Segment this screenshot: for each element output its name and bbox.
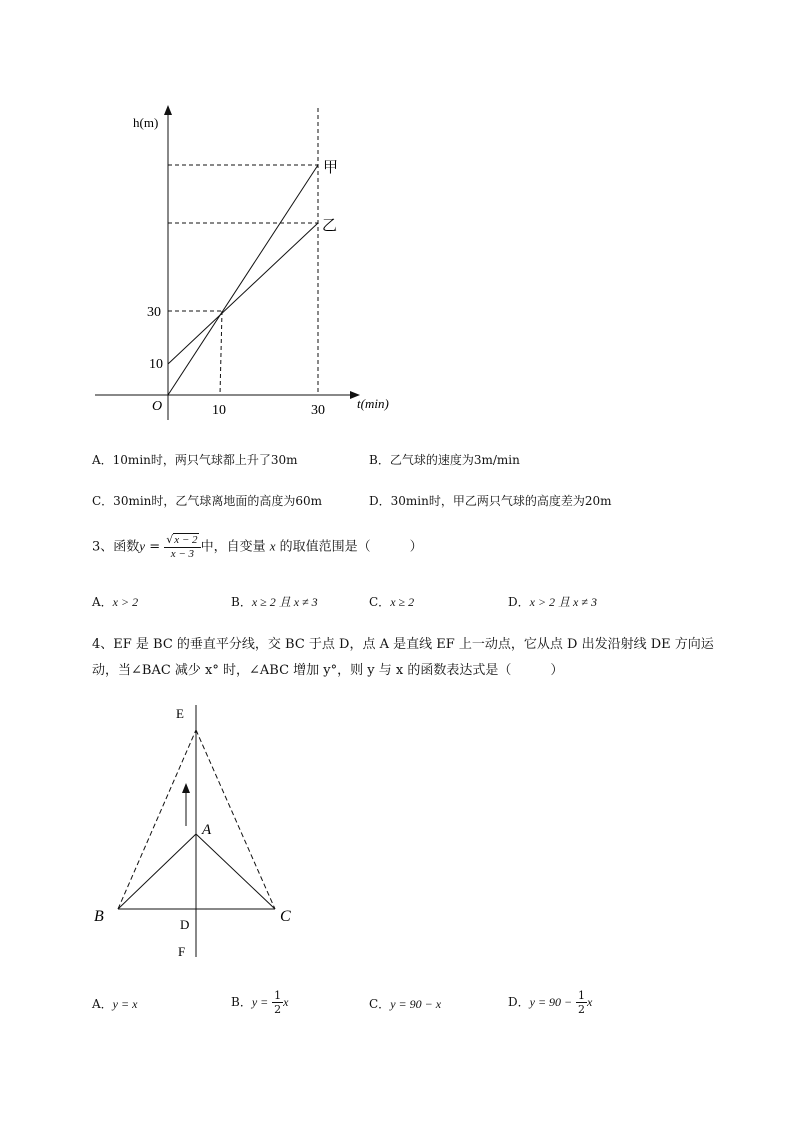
y-axis-arrow-icon [164, 105, 172, 115]
q4-option-a-expr: y = x [112, 997, 138, 1011]
x-axis-label: t(min) [357, 396, 389, 411]
q4-option-c[interactable] [369, 995, 441, 1012]
q3-numerator: x − 2 [174, 534, 198, 546]
q2-option-c[interactable]: C．30min时，乙气球离地面的高度为60m [92, 494, 323, 508]
q4-option-c-label: C． [369, 997, 391, 1011]
q3-func-var: y [139, 538, 146, 554]
q4-option-b-label: B． [231, 995, 252, 1009]
q3-var: x [269, 538, 276, 554]
segment-ab [118, 834, 196, 909]
q3-option-c-expr: x ≥ 2 [390, 595, 415, 609]
q4-option-d[interactable] [508, 989, 592, 1016]
q3-option-c-label: C． [369, 595, 391, 609]
line-yi [168, 223, 318, 364]
q3-option-a-expr: x > 2 [112, 595, 139, 609]
q3-option-b-expr: x ≥ 2 且 x ≠ 3 [251, 595, 318, 609]
q3-option-b-label: B． [231, 595, 252, 609]
x-tick-30: 30 [311, 403, 325, 418]
q4-line-2: 动，当∠BAC 减少 x° 时，∠ABC 增加 y°，则 y 与 x 的函数表达式是（ ） [92, 663, 564, 678]
q3-fraction: $\frac{√x - 2}{x - 3}$ [164, 533, 200, 561]
dashed-c-top [196, 730, 275, 909]
y-tick-10: 10 [149, 357, 163, 372]
label-jia: 甲 [323, 158, 339, 176]
q4-option-d-var: x [586, 995, 593, 1009]
triangle-figure [0, 690, 400, 970]
label-e: E [176, 706, 184, 721]
q3-option-d-expr: x > 2 且 x ≠ 3 [529, 595, 597, 609]
q4-line-1: 4、EF 是 BC 的垂直平分线，交 BC 于点 D，点 A 是直线 EF 上一动点，它从点 D 出发沿射线 DE 方向运 [92, 637, 714, 652]
q2-option-a[interactable]: A．10min时，两只气球都上升了30m [92, 453, 298, 467]
y-axis-label: h(m) [133, 115, 159, 130]
q3-option-d-label: D． [508, 595, 530, 609]
q4-option-a[interactable] [92, 995, 137, 1012]
label-b: B [94, 908, 104, 925]
q4-option-b-lhs: y = [251, 995, 269, 1009]
x-tick-10: 10 [212, 403, 226, 418]
q4-option-b-fraction: $\frac{1}{2}$ [274, 989, 282, 1016]
height-time-graph [0, 0, 794, 430]
dashed-b-top [118, 730, 196, 909]
q4-option-d-fraction: $\frac{1}{2}$ [577, 989, 585, 1016]
q3-option-a-label: A． [92, 595, 113, 609]
up-arrow-icon [182, 783, 190, 793]
q3-suffix-2: 的取值范围是（ ） [279, 539, 423, 555]
q4-option-b-var: x [283, 995, 289, 1009]
label-d: D [180, 917, 190, 932]
origin-label: O [152, 399, 163, 414]
q3-option-c[interactable] [369, 593, 414, 610]
q2-option-d[interactable]: D．30min时，甲乙两只气球的高度差为20m [369, 494, 612, 508]
q3-option-b[interactable] [231, 593, 318, 610]
q4-option-a-label: A． [92, 997, 113, 1011]
q3-prefix: 3、函数 [92, 539, 140, 555]
label-f: F [178, 944, 186, 959]
label-c: C [280, 908, 291, 925]
line-jia [168, 165, 318, 395]
q4-option-c-expr: y = 90 − x [390, 997, 442, 1011]
label-a: A [202, 822, 212, 838]
label-yi: 乙 [322, 216, 338, 234]
y-tick-30: 30 [147, 305, 161, 320]
q2-option-b[interactable]: B．乙气球的速度为3m/min [369, 453, 520, 467]
dashed-10-vertical [220, 311, 222, 395]
q4-option-d-label: D． [508, 995, 530, 1009]
segment-ac [196, 834, 275, 909]
q3-option-d[interactable] [508, 593, 597, 610]
question-3: 3、函数y = $\frac{√x - 2}{x - 3}$ 中，自变量 x 的取值范围是（ ） [92, 533, 423, 560]
q3-suffix-1: 中，自变量 [200, 539, 266, 555]
q3-denominator: x − 3 [170, 548, 195, 560]
q3-option-a[interactable] [92, 593, 138, 610]
q4-option-d-lhs: y = 90 − [529, 995, 573, 1009]
q4-option-b[interactable] [231, 989, 288, 1016]
